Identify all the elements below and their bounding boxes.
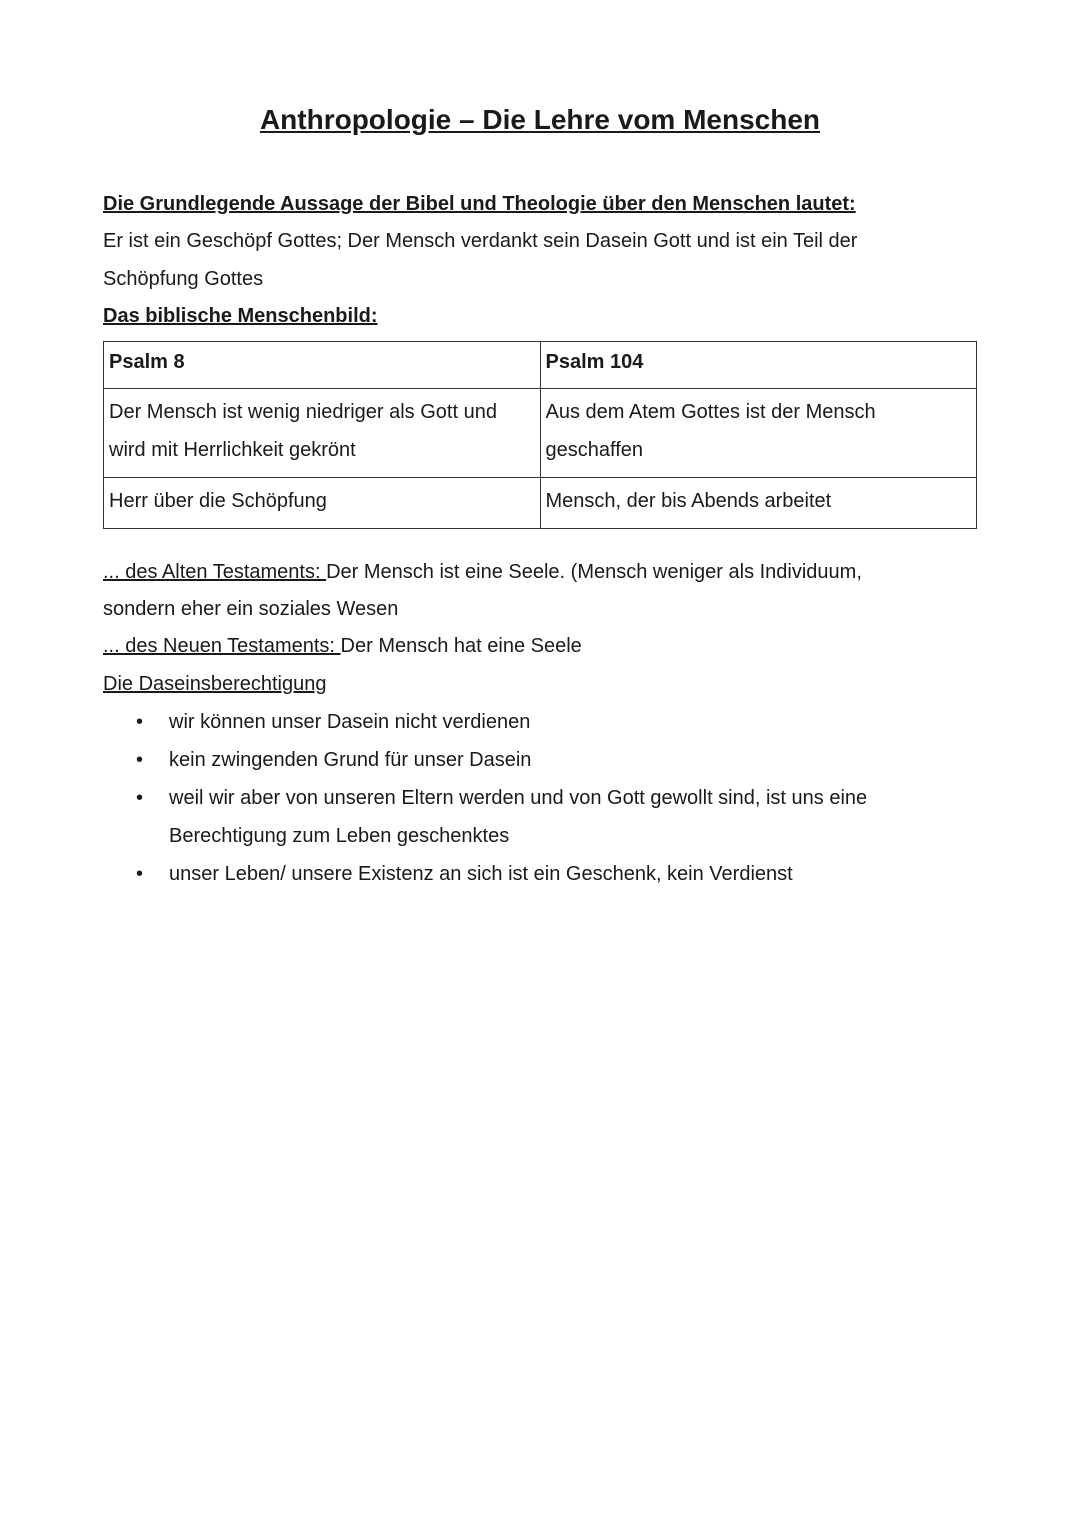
table-row: [104, 478, 977, 529]
list-item: [103, 703, 959, 741]
table-row: [104, 389, 977, 478]
new-testament-text: Der Mensch hat eine Seele: [340, 635, 582, 657]
paragraph-line: Er ist ein Geschöpf Gottes; Der Mensch verdankt sein Dasein Gott und ist ein Teil der: [103, 230, 858, 252]
table-cell: Aus dem Atem Gottes ist der Mensch geschaffen: [540, 389, 977, 478]
table-cell: Der Mensch ist wenig niedriger als Gott und wird mit Herrlichkeit gekrönt: [104, 389, 541, 478]
section-heading-daseinsberechtigung: Die Daseinsberechtigung: [103, 673, 327, 695]
old-testament-line-2: sondern eher ein soziales Wesen: [103, 598, 399, 620]
bullet-icon: •: [136, 863, 144, 885]
table-cell: Herr über die Schöpfung: [104, 478, 541, 529]
old-testament-line: [103, 558, 862, 586]
daseins-bullet-list: [103, 703, 959, 893]
list-item-text: weil wir aber von unseren Eltern werden und von Gott gewollt sind, ist uns eine Berechtigung zum Leben geschenktes: [169, 787, 868, 847]
list-item-text: kein zwingenden Grund für unser Dasein: [169, 749, 532, 771]
new-testament-label: ... des Neuen Testaments:: [103, 635, 341, 657]
old-testament-label: ... des Alten Testaments:: [103, 561, 327, 583]
old-testament-text: Der Mensch ist eine Seele. (Mensch weniger als Individuum,: [326, 561, 862, 583]
bullet-icon: •: [136, 711, 144, 733]
bullet-icon: •: [136, 787, 144, 809]
list-item: [103, 855, 959, 893]
list-item: [103, 779, 959, 855]
list-item-text: unser Leben/ unsere Existenz an sich ist ein Geschenk, kein Verdienst: [169, 863, 793, 885]
paragraph-line: Schöpfung Gottes: [103, 268, 264, 290]
list-item-text: wir können unser Dasein nicht verdienen: [169, 711, 531, 733]
page-title: Anthropologie – Die Lehre vom Menschen: [259, 104, 821, 135]
table-header-row: [104, 342, 977, 389]
bullet-icon: •: [136, 749, 144, 771]
section-heading-grundlegende-aussage: Die Grundlegende Aussage der Bibel und Theologie über den Menschen lautet:: [103, 193, 856, 215]
psalm-table: [103, 341, 977, 529]
list-item: [103, 741, 959, 779]
new-testament-line: [103, 632, 582, 660]
table-header-cell: Psalm 104: [540, 342, 977, 389]
table-cell: Mensch, der bis Abends arbeitet: [540, 478, 977, 529]
table-header-cell: Psalm 8: [104, 342, 541, 389]
section-heading-menschenbild: Das biblische Menschenbild:: [103, 305, 378, 327]
